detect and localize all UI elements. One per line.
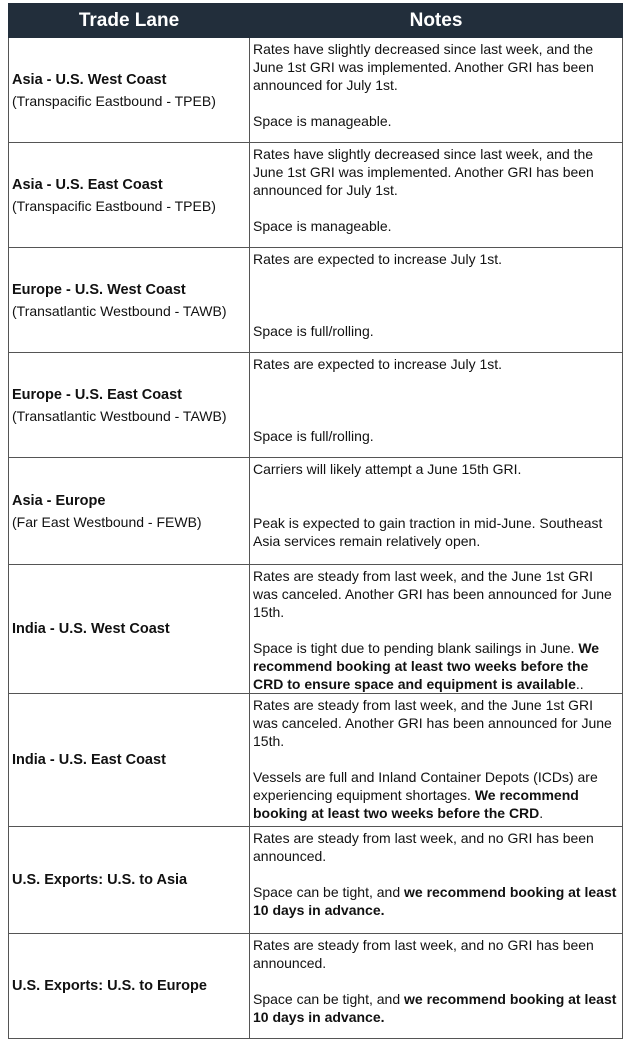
lane-name: Asia - U.S. East Coast xyxy=(12,177,163,193)
trade-lane-cell xyxy=(9,38,250,143)
notes-paragraph: Rates are steady from last week, and no GRI has been announced. xyxy=(253,937,594,971)
notes-cell xyxy=(250,143,623,248)
lane-name: U.S. Exports: U.S. to Europe xyxy=(12,978,207,994)
notes-paragraph xyxy=(253,883,618,919)
notes-paragraph: Space is manageable. xyxy=(253,113,392,129)
notes-text: Space can be tight, and xyxy=(253,991,401,1007)
table-row xyxy=(9,353,623,458)
lane-subtitle: (Far East Westbound - FEWB) xyxy=(12,514,202,530)
lane-name: Europe - U.S. West Coast xyxy=(12,282,186,298)
notes-paragraph: Peak is expected to gain traction in mid-June. Southeast Asia services remain relatively open. xyxy=(253,515,603,549)
table-row xyxy=(9,458,623,565)
notes-paragraph xyxy=(253,639,618,693)
trade-lane-cell xyxy=(9,353,250,458)
notes-paragraph: Carriers will likely attempt a June 15th GRI. xyxy=(253,461,522,477)
lane-subtitle: (Transatlantic Westbound - TAWB) xyxy=(12,303,227,319)
notes-paragraph: Rates are expected to increase July 1st. xyxy=(253,356,503,372)
trade-lane-cell xyxy=(9,248,250,353)
notes-text: Space can be tight, and xyxy=(253,884,401,900)
lane-subtitle: (Transatlantic Westbound - TAWB) xyxy=(12,408,227,424)
column-header-notes: Notes xyxy=(250,4,623,38)
notes-text: Vessels are full and Inland Container Depots (ICDs) are experiencing equipment shortages. xyxy=(253,769,598,803)
notes-cell xyxy=(250,353,623,458)
notes-paragraph: Space is manageable. xyxy=(253,218,392,234)
table-row xyxy=(9,934,623,1039)
notes-cell xyxy=(250,565,623,694)
trade-lane-cell xyxy=(9,458,250,565)
notes-cell xyxy=(250,694,623,827)
lane-name: India - U.S. East Coast xyxy=(12,752,166,768)
notes-paragraph: Space is full/rolling. xyxy=(253,428,374,444)
notes-paragraph: Rates are steady from last week, and the June 1st GRI was canceled. Another GRI has been announced for June 15th. xyxy=(253,697,612,749)
notes-text-end: . xyxy=(539,805,544,821)
table-header-row xyxy=(9,4,623,38)
trade-lane-cell xyxy=(9,565,250,694)
notes-recommendation: we recommend booking at least 10 days in advance. xyxy=(253,884,617,918)
lane-name: Asia - U.S. West Coast xyxy=(12,72,167,88)
notes-cell xyxy=(250,458,623,565)
notes-recommendation: We recommend booking at least two weeks before the CRD to ensure space and equipment is available xyxy=(253,640,600,692)
notes-cell xyxy=(250,248,623,353)
notes-cell xyxy=(250,38,623,143)
trade-lane-table xyxy=(8,3,623,1039)
notes-cell xyxy=(250,827,623,934)
trade-lane-cell xyxy=(9,143,250,248)
table-row xyxy=(9,827,623,934)
notes-cell xyxy=(250,934,623,1039)
notes-text-end: .. xyxy=(575,676,584,692)
notes-paragraph: Space is full/rolling. xyxy=(253,323,374,339)
notes-paragraph: Rates are steady from last week, and no GRI has been announced. xyxy=(253,830,594,864)
table-row xyxy=(9,143,623,248)
lane-subtitle: (Transpacific Eastbound - TPEB) xyxy=(12,93,216,109)
trade-lane-table-container xyxy=(8,3,622,1039)
notes-recommendation: We recommend booking at least two weeks before the CRD xyxy=(253,787,579,821)
lane-subtitle: (Transpacific Eastbound - TPEB) xyxy=(12,198,216,214)
notes-text: Space is tight due to pending blank sailings in June. xyxy=(253,640,575,656)
notes-recommendation: we recommend booking at least 10 days in advance. xyxy=(253,991,617,1025)
notes-paragraph: Rates are steady from last week, and the June 1st GRI was canceled. Another GRI has been announced for June 15th. xyxy=(253,568,612,620)
notes-paragraph: Rates have slightly decreased since last week, and the June 1st GRI was implemented. Another GRI has been announced for July 1st. xyxy=(253,146,594,198)
trade-lane-cell xyxy=(9,827,250,934)
trade-lane-cell xyxy=(9,694,250,827)
lane-name: U.S. Exports: U.S. to Asia xyxy=(12,872,188,888)
table-row xyxy=(9,694,623,827)
table-row xyxy=(9,38,623,143)
lane-name: Europe - U.S. East Coast xyxy=(12,387,183,403)
lane-name: India - U.S. West Coast xyxy=(12,621,170,637)
notes-paragraph: Rates are expected to increase July 1st. xyxy=(253,251,503,267)
notes-paragraph xyxy=(253,990,618,1026)
column-header-trade-lane: Trade Lane xyxy=(9,4,250,38)
trade-lane-cell xyxy=(9,934,250,1039)
table-row xyxy=(9,565,623,694)
table-row xyxy=(9,248,623,353)
lane-name: Asia - Europe xyxy=(12,493,106,509)
notes-paragraph: Rates have slightly decreased since last week, and the June 1st GRI was implemented. Another GRI has been announced for July 1st. xyxy=(253,41,594,93)
notes-paragraph xyxy=(253,768,618,822)
